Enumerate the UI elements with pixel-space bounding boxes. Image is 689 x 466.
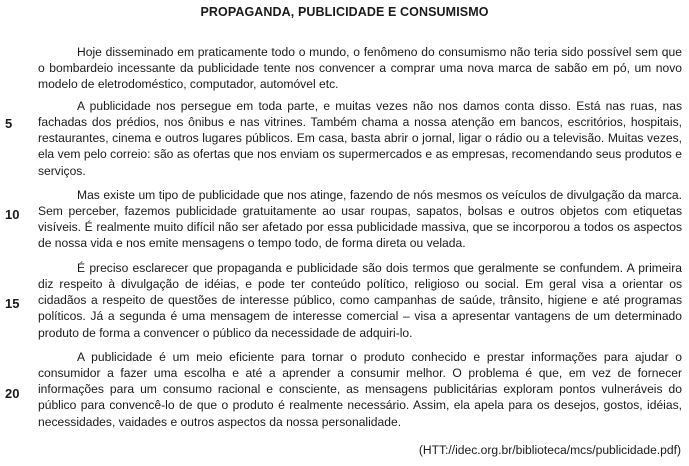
paragraph-3: Mas existe um tipo de publicidade que nos atinge, fazendo de nós mesmos os veículos de divulgação da marca. Sem perceber, fazemos publicidade gratuitamente ao usar roupas, sapatos, bolsas e outros objetos com etiquetas visíveis. É realmente muito difícil não ser afetado por essa publicidade massiva, que se incorporou a todos os aspectos de nossa vida e nos emite mensagens o tempo todo, de forma direta ou velada. [38,188,682,251]
paragraph-5: A publicidade é um meio eficiente para tornar o produto conhecido e prestar informações para ajudar o consumidor a fazer uma escolha e até a aprender a consumir melhor. O problema é que, em vez de fornecer informações para um consumo racional e consciente, as mensagens publicitárias exploram pontos vulneráveis do público para convencê-lo de que o produto é realmente necessário. Assim, ela apela para os desejos, gostos, idéias, necessidades, vaidades e outros aspectos da nossa personalidade. [38,350,682,429]
paragraph-2: A publicidade nos persegue em toda parte, e muitas vezes não nos damos conta disso. Está nas ruas, nas fachadas dos prédios, nos ônibus e nas vitrines. Também chama a nossa atenção em bancos, escritórios, hospitais, restaurantes, cinema e outros lugares públicos. Em casa, basta abrir o jornal, ligar o rádio ou a televisão. Muitas vezes, ela vem pelo correio: são as ofertas que nos enviam os supermercados e as empresas, recomendando seus produtos e serviços. [38,99,682,178]
line-number-10: 10 [5,207,20,222]
line-number-15: 15 [5,296,20,311]
document-title: PROPAGANDA, PUBLICIDADE E CONSUMISMO [200,5,489,19]
line-number-20: 20 [5,386,20,401]
line-number-5: 5 [5,116,13,131]
paragraph-1: Hoje disseminado em praticamente todo o mundo, o fenômeno do consumismo não teria sido possível sem que o bombardeio incessante da publicidade tente nos convencer a comprar uma nova marca de sabão em pó, um novo modelo de eletrodoméstico, computador, automóvel etc. [38,45,682,92]
source-citation: (HTT://idec.org.br/biblioteca/mcs/publicidade.pdf) [418,443,681,457]
paragraph-4: É preciso esclarecer que propaganda e publicidade são dois termos que geralmente se confundem. A primeira diz respeito à divulgação de idéias, e pode ter conteúdo político, religioso ou social. Em geral visa a orientar os cidadãos a respeito de questões de interesse público, como campanhas de saúde, trânsito, higiene e até programas políticos. Já a segunda é uma mensagem de interesse comercial – visa a apresentar vantagens de um determinado produto de forma a convencer o público da necessidade de adquiri-lo. [38,261,682,340]
